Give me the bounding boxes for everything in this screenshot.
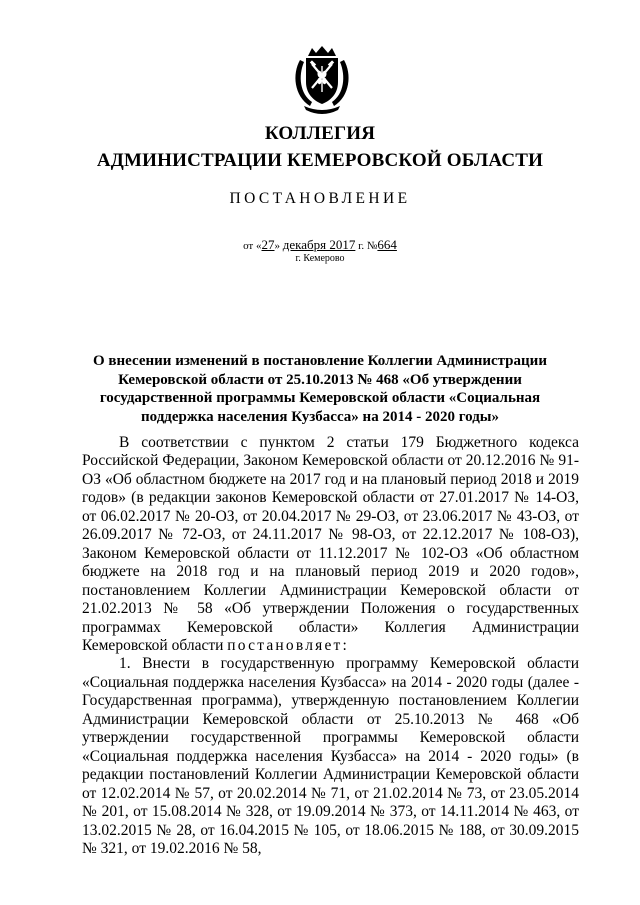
document-number-label: № <box>366 240 378 252</box>
date-prefix: от « <box>243 240 262 252</box>
organization-title: КОЛЛЕГИЯ <box>264 123 376 144</box>
document-number: 664 <box>377 237 397 252</box>
date-year-suffix: г. <box>358 240 365 252</box>
coat-of-arms-icon <box>290 44 354 114</box>
document-subject: О внесении изменений в постановление Коллегии Администрации Кемеровской области от 25.10.2013 № 468 «Об утверждении государственной программы Кемеровской области «Социальная поддержка населения Кузбасса» на 2014 - 2020 годы» <box>93 353 547 425</box>
paragraph-text: В соответствии с пунктом 2 статьи 179 Бюджетного кодекса Российской Федерации, Законом Кемеровской области от 20.12.2016 № 91-ОЗ «Об областном бюджете на 2017 год и на плановый период 2018 и 2019 годов» (в редакции законов Кемеровской области от 27.01.2017 № 14-ОЗ, от 06.02.2017 № 20-ОЗ, от 20.04.2017 № 29-ОЗ, от 23.06.2017 № 43-ОЗ, от 26.09.2017 № 72-ОЗ, от 24.11.2017 № 98-ОЗ, от 22.12.2017 № 108-ОЗ), Законом Кемеровской области от 11.12.2017 № 102-ОЗ «Об областном бюджете на 2018 год и на плановый период 2019 и 2020 годов», постановлением Коллегии Администрации Кемеровской области от 21.02.2013 № 58 «Об утверждении Положения о государственных программах Кемеровской области» Коллегия Администрации Кемеровской области <box>82 434 579 654</box>
date-line <box>0 237 640 253</box>
document-body <box>82 434 579 858</box>
document-type: ПОСТАНОВЛЕНИЕ <box>229 190 411 207</box>
city: г. Кемерово <box>295 253 345 264</box>
paragraph: 1. Внести в государственную программу Кемеровской области «Социальная поддержка населения Кузбасса» на 2014 - 2020 годы (далее - Государственная программа), утвержденную постановлением Коллегии Администрации Кемеровской области от 25.10.2013 № 468 «Об утверждении государственной программы Кемеровской области «Социальная поддержка населения Кузбасса» на 2014 - 2020 годы» (в редакции постановлений Коллегии Администрации Кемеровской области от 12.02.2014 № 57, от 20.02.2014 № 71, от 21.02.2014 № 73, от 23.05.2014 № 201, от 15.08.2014 № 328, от 19.09.2014 № 373, от 14.11.2014 № 463, от 13.02.2015 № 28, от 16.04.2015 № 105, от 18.06.2015 № 188, от 30.09.2015 № 321, от 19.02.2016 № 58, <box>82 655 579 857</box>
decree-word: постановляет: <box>227 636 350 654</box>
paragraph <box>82 434 579 655</box>
date-month-year: декабря 2017 <box>282 237 356 252</box>
organization-subtitle: АДМИНИСТРАЦИИ КЕМЕРОВСКОЙ ОБЛАСТИ <box>96 150 544 171</box>
date-mid: » <box>274 240 280 252</box>
date-day: 27 <box>261 237 275 252</box>
